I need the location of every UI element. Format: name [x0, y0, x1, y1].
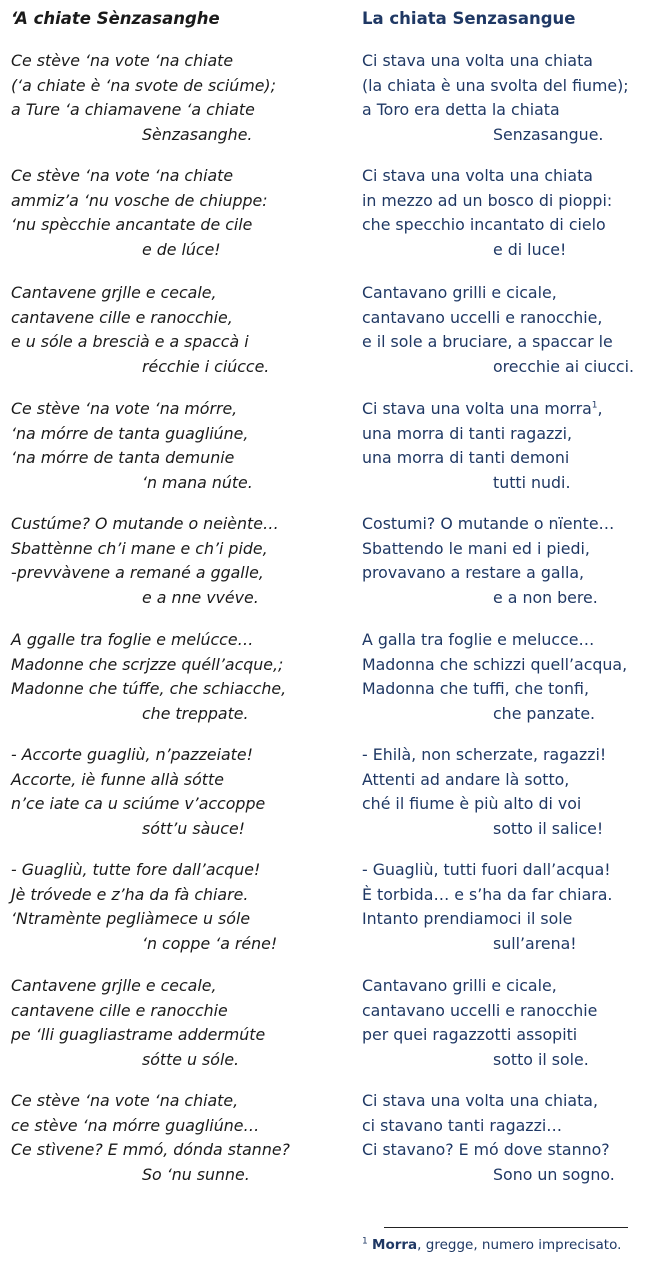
dialect-verse-line: a Ture ‘a chiamavene ‘a chiate [11, 100, 255, 119]
italian-verse-line: Ci stava una volta una chiata [362, 166, 593, 185]
footnote-divider [384, 1227, 628, 1228]
italian-verse-line: Ci stava una volta una chiata, [362, 1091, 599, 1110]
dialect-verse-line: Ce stìvene? E mmó, dónda stanne? [11, 1140, 290, 1159]
italian-title: La chiata Senzasangue [362, 9, 576, 28]
dialect-verse-line: ‘n coppe ‘a réne! [142, 933, 278, 953]
dialect-stanza-6 [11, 628, 286, 726]
italian-verse-line: (la chiata è una svolta del fiume); [362, 75, 629, 95]
dialect-stanza-3 [11, 281, 269, 379]
dialect-verse-line: Sènzasanghe. [142, 124, 253, 144]
italian-verse-line: Costumi? O mutande o nïente… [362, 514, 615, 533]
italian-verse-line: provavano a restare a galla, [362, 563, 585, 582]
italian-verse-line: ci stavano tanti ragazzi… [362, 1115, 563, 1135]
dialect-verse-line: e a nne vvéve. [142, 587, 259, 607]
italian-verse-line: - Ehilà, non scherzate, ragazzi! [362, 745, 607, 764]
dialect-verse-line: Ce stève ‘na vote ‘na chiate, [11, 1091, 239, 1110]
italian-verse-line: che panzate. [493, 703, 596, 723]
italian-verse-line: ché il fiume è più alto di voi [362, 794, 582, 813]
italian-stanza-1 [362, 49, 629, 147]
italian-verse-line: in mezzo ad un bosco di pioppi: [362, 190, 613, 210]
dialect-verse-line: che treppate. [142, 703, 249, 723]
italian-verse-line: e di luce! [493, 239, 567, 259]
footnote-term: Morra [372, 1237, 418, 1253]
italian-verse-line: cantavano uccelli e ranocchie [362, 1000, 598, 1020]
italian-verse-line: Ci stavano? E mó dove stanno? [362, 1140, 610, 1159]
dialect-verse-line: sótt’u sàuce! [142, 818, 245, 838]
dialect-verse-line: ‘na mórre de tanta guagliúne, [11, 423, 249, 443]
dialect-verse-line: Accorte, iè funne allà sótte [11, 769, 224, 789]
italian-verse-line: e a non bere. [493, 587, 598, 607]
dialect-verse-line: Custúme? O mutande o neiènte… [11, 514, 279, 533]
dialect-stanza-7 [11, 743, 265, 841]
italian-verse-line: Attenti ad andare là sotto, [362, 769, 570, 789]
dialect-verse-line: e de lúce! [142, 239, 221, 259]
dialect-verse-line: - Accorte guagliù, n’pazzeiate! [11, 745, 253, 764]
italian-verse-line: Sono un sogno. [493, 1164, 615, 1184]
dialect-verse-line: ce stève ‘na mórre guagliúne… [11, 1115, 260, 1135]
italian-verse-line: Madonna che tuffi, che tonfi, [362, 679, 589, 698]
dialect-verse-line: Ce stève ‘na vote ‘na chiate [11, 51, 234, 70]
italian-stanza-6 [362, 628, 627, 726]
dialect-verse-line: ‘nu spècchie ancantate de cile [11, 215, 253, 234]
dialect-verse-line: Jè tróvede e z’ha da fà chiare. [11, 884, 249, 904]
dialect-verse-line: ammiz’a ‘nu vosche de chiuppe: [11, 190, 268, 210]
dialect-verse-line: Madonne che scrjzze quéll’acque,; [11, 654, 284, 674]
italian-stanza-3 [362, 281, 634, 379]
dialect-stanza-9 [11, 974, 265, 1072]
italian-verse-line: tutti nudi. [493, 472, 571, 492]
dialect-verse-line: sótte u sóle. [142, 1049, 240, 1069]
italian-verse-line: e il sole a bruciare, a spaccar le [362, 332, 613, 351]
italian-verse-line: Cantavano grilli e cicale, [362, 283, 557, 302]
dialect-verse-line: ‘na mórre de tanta demunie [11, 448, 235, 467]
dialect-stanza-5 [11, 512, 279, 610]
italian-stanza-2 [362, 164, 612, 262]
italian-stanza-9 [362, 974, 597, 1072]
italian-stanza-5 [362, 512, 614, 610]
dialect-verse-line: ‘n mana núte. [142, 472, 253, 492]
italian-stanza-8 [362, 858, 612, 956]
italian-verse-line: Ci stava una volta una chiata [362, 51, 593, 70]
dialect-verse-line: (‘a chiate è ‘na svote de sciúme); [11, 75, 276, 95]
italian-verse-line: sotto il salice! [493, 818, 604, 838]
dialect-stanza-1 [11, 49, 276, 147]
italian-stanza-10 [362, 1089, 615, 1187]
italian-verse-line: per quei ragazzotti assopiti [362, 1025, 578, 1044]
footnote-marker[interactable]: 1 [591, 400, 598, 411]
dialect-verse-line: cantavene cille e ranocchie, [11, 307, 233, 327]
dialect-verse-line: - Guagliù, tutte fore dall’acque! [11, 860, 261, 879]
italian-verse-line: cantavano uccelli e ranocchie, [362, 307, 603, 327]
dialect-stanza-2 [11, 164, 268, 262]
footnote-number: 1 [362, 1236, 368, 1247]
dialect-verse-line: So ‘nu sunne. [142, 1164, 250, 1184]
dialect-verse-line: Ce stève ‘na vote ‘na mórre, [11, 399, 238, 418]
dialect-stanza-4 [11, 397, 253, 495]
italian-stanza-4 [362, 397, 603, 495]
italian-verse-line: orecchie ai ciucci. [493, 356, 634, 376]
italian-verse-line: sull’arena! [493, 933, 577, 953]
dialect-verse-line: -prevvàvene a remané a ggalle, [11, 563, 264, 582]
dialect-title: ‘A chiate Sènzasanghe [11, 9, 220, 28]
italian-verse-line: A galla tra foglie e melucce… [362, 630, 595, 649]
italian-verse-line: che specchio incantato di cielo [362, 215, 606, 234]
italian-verse-line: una morra di tanti ragazzi, [362, 423, 572, 443]
dialect-stanza-8 [11, 858, 277, 956]
dialect-verse-line: Cantavene grjlle e cecale, [11, 283, 217, 302]
dialect-verse-line: récchie i ciúcce. [142, 356, 270, 376]
dialect-verse-line: pe ‘lli guagliastrame addermúte [11, 1025, 266, 1044]
italian-verse-line: Ci stava una volta una morra$^1$, [362, 399, 603, 418]
dialect-verse-line: ‘Ntramènte pegliàmece u sóle [11, 909, 251, 928]
dialect-verse-line: Cantavene grjlle e cecale, [11, 976, 217, 995]
dialect-stanza-10 [11, 1089, 290, 1187]
dialect-verse-line: e u sóle a brescià e a spaccà i [11, 332, 249, 351]
italian-verse-line: - Guagliù, tutti fuori dall’acqua! [362, 860, 611, 879]
italian-verse-line: Senzasangue. [493, 124, 604, 144]
dialect-verse-line: Sbattènne ch’i mane e ch’i pide, [11, 538, 268, 558]
dialect-verse-line: n’ce iate ca u sciúme v’accoppe [11, 794, 266, 813]
dialect-verse-line: Ce stève ‘na vote ‘na chiate [11, 166, 234, 185]
italian-verse-line: a Toro era detta la chiata [362, 100, 560, 119]
italian-verse-line: Intanto prendiamoci il sole [362, 909, 573, 928]
italian-stanza-7 [362, 743, 606, 841]
dialect-verse-line: cantavene cille e ranocchie [11, 1000, 228, 1020]
dialect-verse-line: A ggalle tra foglie e melúcce… [11, 630, 254, 649]
italian-verse-line: una morra di tanti demoni [362, 448, 570, 467]
footnote-marker-comma: , [597, 399, 603, 418]
italian-verse-line: Sbattendo le mani ed i piedi, [362, 538, 590, 558]
footnote [362, 1237, 621, 1253]
italian-verse-line: È torbida… e s’ha da far chiara. [362, 884, 613, 904]
footnote-text: , gregge, numero imprecisato. [417, 1237, 622, 1253]
italian-verse-line: Cantavano grilli e cicale, [362, 976, 557, 995]
italian-verse-line: sotto il sole. [493, 1049, 589, 1069]
italian-verse-line: Madonna che schizzi quell’acqua, [362, 654, 628, 674]
dialect-verse-line: Madonne che túffe, che schiacche, [11, 679, 287, 698]
